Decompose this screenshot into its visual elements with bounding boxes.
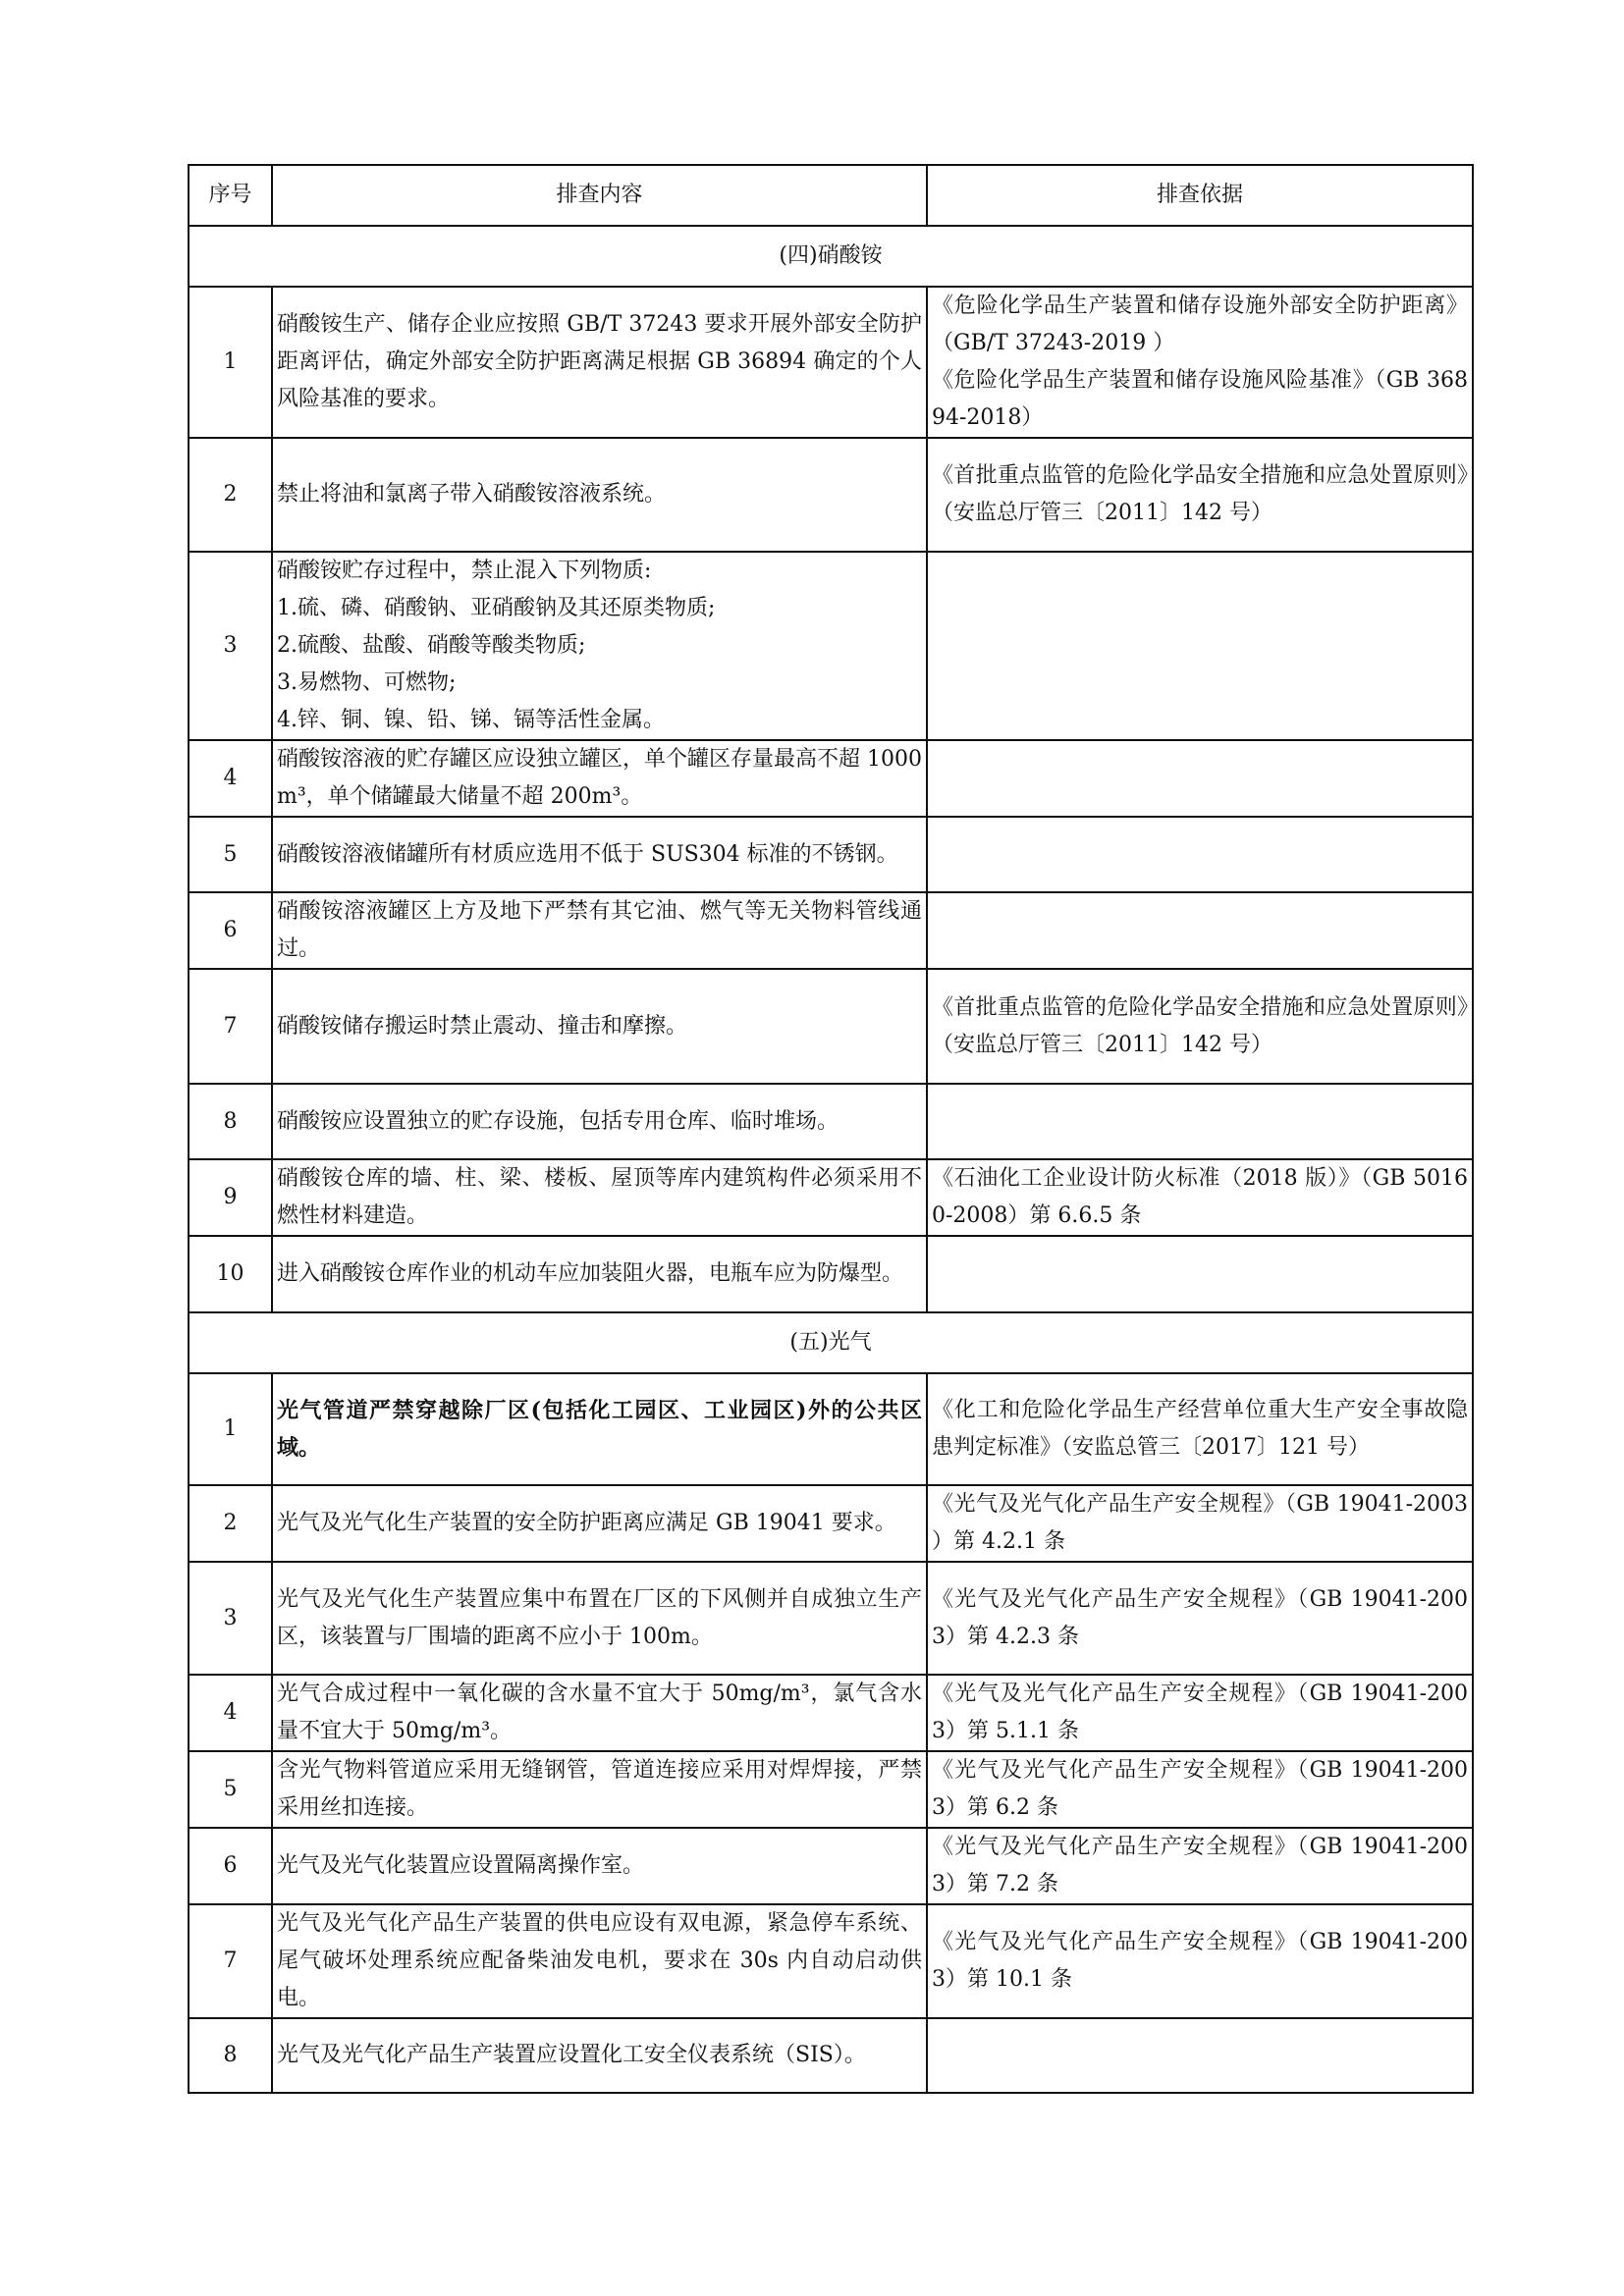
row-content: 光气合成过程中一氧化碳的含水量不宜大于 50mg/m³，氯气含水量不宜大于 50mg/m³。: [272, 1675, 927, 1751]
row-number: 4: [189, 1675, 272, 1751]
row-basis: 《光气及光气化产品生产安全规程》（GB 19041-2003）第 5.1.1 条: [927, 1675, 1473, 1751]
row-basis: 《光气及光气化产品生产安全规程》（GB 19041-2003）第 10.1 条: [927, 1904, 1473, 2018]
row-content: 硝酸铵贮存过程中，禁止混入下列物质: 1.硫、磷、硝酸钠、亚硝酸钠及其还原类物质; 2.硫酸、盐酸、硝酸等酸类物质; 3.易燃物、可燃物; 4.锌、铜、镍、铅、锑、镉等活性金属。: [272, 552, 927, 740]
row-basis: 《光气及光气化产品生产安全规程》（GB 19041-2003）第 7.2 条: [927, 1828, 1473, 1904]
row-number: 3: [189, 552, 272, 740]
row-content: 含光气物料管道应采用无缝钢管，管道连接应采用对焊焊接，严禁采用丝扣连接。: [272, 1751, 927, 1828]
row-basis: [927, 892, 1473, 969]
table-row: [189, 892, 1473, 969]
row-content: 硝酸铵溶液罐区上方及地下严禁有其它油、燃气等无关物料管线通过。: [272, 892, 927, 969]
header-row: [189, 165, 1473, 226]
row-number: 1: [189, 1373, 272, 1485]
row-content: 光气及光气化产品生产装置应设置化工安全仪表系统（SIS）。: [272, 2018, 927, 2093]
row-basis: 《危险化学品生产装置和储存设施外部安全防护距离》（GB/T 37243-2019 ） 《危险化学品生产装置和储存设施风险基准》（GB 36894-2018）: [927, 287, 1473, 438]
table-row: [189, 1485, 1473, 1562]
row-number: 2: [189, 1485, 272, 1562]
row-number: 2: [189, 438, 272, 552]
row-basis: 《石油化工企业设计防火标准（2018 版）》（GB 50160-2008）第 6.6.5 条: [927, 1159, 1473, 1236]
row-content: 光气管道严禁穿越除厂区(包括化工园区、工业园区)外的公共区域。: [272, 1373, 927, 1485]
row-content: 硝酸铵应设置独立的贮存设施，包括专用仓库、临时堆场。: [272, 1084, 927, 1159]
row-content: 光气及光气化装置应设置隔离操作室。: [272, 1828, 927, 1904]
section-title: (五)光气: [189, 1312, 1473, 1373]
table-row: [189, 969, 1473, 1084]
table-row: [189, 1084, 1473, 1159]
row-number: 5: [189, 817, 272, 892]
row-content: 硝酸铵仓库的墙、柱、梁、楼板、屋顶等库内建筑构件必须采用不燃性材料建造。: [272, 1159, 927, 1236]
row-content: 硝酸铵溶液的贮存罐区应设独立罐区，单个罐区存量最高不超 1000m³，单个储罐最大储量不超 200m³。: [272, 740, 927, 817]
row-content: 硝酸铵溶液储罐所有材质应选用不低于 SUS304 标准的不锈钢。: [272, 817, 927, 892]
row-basis: 《首批重点监管的危险化学品安全措施和应急处置原则》（安监总厅管三〔2011〕142 号）: [927, 438, 1473, 552]
row-number: 7: [189, 1904, 272, 2018]
row-basis: [927, 1084, 1473, 1159]
row-basis: 《化工和危险化学品生产经营单位重大生产安全事故隐患判定标准》（安监总管三〔2017〕121 号）: [927, 1373, 1473, 1485]
table-row: [189, 2018, 1473, 2093]
table-row: [189, 817, 1473, 892]
row-number: 4: [189, 740, 272, 817]
row-basis: [927, 552, 1473, 740]
table-row: [189, 1236, 1473, 1312]
table-row: [189, 1904, 1473, 2018]
row-basis: [927, 740, 1473, 817]
row-content: 光气及光气化产品生产装置的供电应设有双电源，紧急停车系统、尾气破坏处理系统应配备柴油发电机，要求在 30s 内自动启动供电。: [272, 1904, 927, 2018]
row-number: 3: [189, 1562, 272, 1675]
table-row: [189, 1675, 1473, 1751]
section-row: [189, 1312, 1473, 1373]
table-row: [189, 438, 1473, 552]
row-content: 光气及光气化生产装置的安全防护距离应满足 GB 19041 要求。: [272, 1485, 927, 1562]
section-title: (四)硝酸铵: [189, 226, 1473, 287]
header-no: 序号: [189, 165, 272, 226]
section-row: [189, 226, 1473, 287]
row-number: 7: [189, 969, 272, 1084]
row-number: 8: [189, 2018, 272, 2093]
row-number: 6: [189, 1828, 272, 1904]
header-basis: 排查依据: [927, 165, 1473, 226]
row-number: 1: [189, 287, 272, 438]
row-number: 8: [189, 1084, 272, 1159]
row-content: 硝酸铵生产、储存企业应按照 GB/T 37243 要求开展外部安全防护距离评估，确定外部安全防护距离满足根据 GB 36894 确定的个人风险基准的要求。: [272, 287, 927, 438]
row-content: 硝酸铵储存搬运时禁止震动、撞击和摩擦。: [272, 969, 927, 1084]
row-basis: 《光气及光气化产品生产安全规程》（GB 19041-2003）第 4.2.3 条: [927, 1562, 1473, 1675]
table-row: [189, 552, 1473, 740]
row-number: 10: [189, 1236, 272, 1312]
row-content: 光气及光气化生产装置应集中布置在厂区的下风侧并自成独立生产区，该装置与厂围墙的距离不应小于 100m。: [272, 1562, 927, 1675]
row-content: 禁止将油和氯离子带入硝酸铵溶液系统。: [272, 438, 927, 552]
table-row: [189, 740, 1473, 817]
row-basis: 《光气及光气化产品生产安全规程》（GB 19041-2003）第 6.2 条: [927, 1751, 1473, 1828]
row-number: 5: [189, 1751, 272, 1828]
row-basis: 《光气及光气化产品生产安全规程》（GB 19041-2003 ）第 4.2.1 条: [927, 1485, 1473, 1562]
table-row: [189, 1159, 1473, 1236]
inspection-table: [188, 164, 1474, 2094]
row-number: 6: [189, 892, 272, 969]
header-content: 排查内容: [272, 165, 927, 226]
table-row: [189, 1373, 1473, 1485]
table-row: [189, 1751, 1473, 1828]
row-content: 进入硝酸铵仓库作业的机动车应加装阻火器，电瓶车应为防爆型。: [272, 1236, 927, 1312]
row-basis: [927, 2018, 1473, 2093]
table-row: [189, 287, 1473, 438]
table-row: [189, 1562, 1473, 1675]
row-basis: [927, 817, 1473, 892]
row-number: 9: [189, 1159, 272, 1236]
row-basis: 《首批重点监管的危险化学品安全措施和应急处置原则》（安监总厅管三〔2011〕142 号）: [927, 969, 1473, 1084]
table-row: [189, 1828, 1473, 1904]
row-basis: [927, 1236, 1473, 1312]
